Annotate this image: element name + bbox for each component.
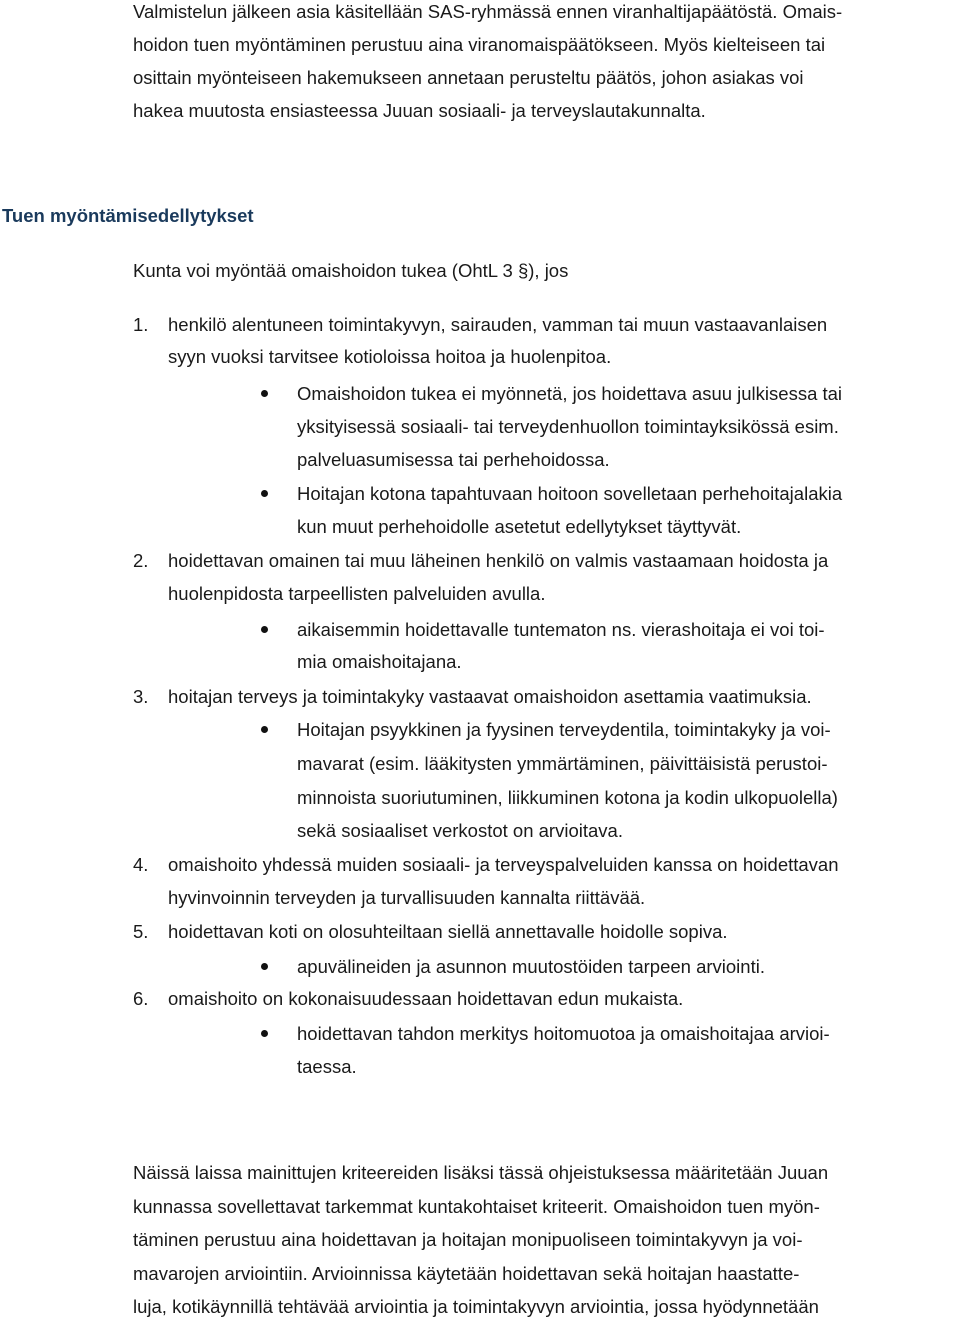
bullet-icon [261,490,268,497]
intro-line: Valmistelun jälkeen asia käsitellään SAS-ryhmässä ennen viranhaltijapäätöstä. Omais- [133,1,843,22]
intro-line: osittain myönteiseen hakemukseen annetaan perusteltu päätös, johon asiakas voi [133,67,804,88]
outro-line: Näissä laissa mainittujen kriteereiden lisäksi tässä ohjeistuksessa määritetään Juuan [133,1162,829,1183]
criterion-line: huolenpidosta tarpeellisten palveluiden avulla. [168,583,546,604]
outro-line: täminen perustuu aina hoidettavan ja hoitajan monipuoliseen toimintakyvyn ja voi- [133,1229,803,1250]
criterion-line: hoitajan terveys ja toimintakyky vastaavat omaishoidon asettamia vaatimuksia. [168,686,812,707]
criterion-number: 6. [133,988,149,1009]
criterion-number: 5. [133,921,149,942]
intro-line: hoidon tuen myöntäminen perustuu aina viranomaispäätökseen. Myös kielteiseen tai [133,34,826,55]
criterion-number: 2. [133,550,149,571]
criterion-line: henkilö alentuneen toimintakyvyn, sairauden, vamman tai muun vastaavanlaisen [168,314,828,335]
bullet-line: Omaishoidon tukea ei myönnetä, jos hoidettava asuu julkisessa tai [297,383,843,404]
intro-line: hakea muutosta ensiasteessa Juuan sosiaali- ja terveyslautakunnalta. [133,100,706,121]
bullet-line: mavarat (esim. lääkitysten ymmärtäminen, päivittäisistä perustoi- [297,753,828,774]
criterion-line: omaishoito yhdessä muiden sosiaali- ja terveyspalveluiden kanssa on hoidettavan [168,854,839,875]
section-lead: Kunta voi myöntää omaishoidon tukea (OhtL 3 §), jos [133,260,569,281]
criterion-number: 1. [133,314,149,335]
outro-line: mavarojen arviointiin. Arvioinnissa käytetään hoidettavan sekä hoitajan haastatte- [133,1263,800,1284]
bullet-line: Hoitajan psyykkinen ja fyysinen terveydentila, toimintakyky ja voi- [297,719,831,740]
criterion-line: hoidettavan koti on olosuhteiltaan siellä annettavalle hoidolle sopiva. [168,921,728,942]
bullet-icon [261,963,268,970]
bullet-line: kun muut perhehoidolle asetetut edellytykset täyttyvät. [297,516,742,537]
bullet-line: minnoista suoriutuminen, liikkuminen kotona ja kodin ulkopuolella) [297,787,838,808]
outro-line: kunnassa sovellettavat tarkemmat kuntakohtaiset kriteerit. Omaishoidon tuen myön- [133,1196,820,1217]
bullet-line: apuvälineiden ja asunnon muutostöiden tarpeen arviointi. [297,956,765,977]
criterion-number: 3. [133,686,149,707]
bullet-line: Hoitajan kotona tapahtuvaan hoitoon sovelletaan perhehoitajalakia [297,483,843,504]
bullet-line: mia omaishoitajana. [297,651,462,672]
criterion-line: syyn vuoksi tarvitsee kotioloissa hoitoa ja huolenpitoa. [168,346,612,367]
bullet-icon [261,390,268,397]
bullet-line: sekä sosiaaliset verkostot on arvioitava. [297,820,623,841]
outro-line: luja, kotikäynnillä tehtävää arviointia ja toimintakyvyn arviointia, jossa hyödynnetään [133,1296,819,1317]
bullet-icon [261,1030,268,1037]
section-heading: Tuen myöntämisedellytykset [2,205,254,226]
bullet-icon [261,626,268,633]
bullet-line: yksityisessä sosiaali- tai terveydenhuollon toimintayksikössä esim. [297,416,839,437]
bullet-line: hoidettavan tahdon merkitys hoitomuotoa ja omaishoitajaa arvioi- [297,1023,830,1044]
criterion-line: hoidettavan omainen tai muu läheinen henkilö on valmis vastaamaan hoidosta ja [168,550,829,571]
bullet-line: taessa. [297,1056,357,1077]
bullet-line: palveluasumisessa tai perhehoidossa. [297,449,610,470]
criterion-line: hyvinvoinnin terveyden ja turvallisuuden kannalta riittävää. [168,887,646,908]
bullet-icon [261,726,268,733]
bullet-line: aikaisemmin hoidettavalle tuntematon ns. vierashoitaja ei voi toi- [297,619,825,640]
criterion-line: omaishoito on kokonaisuudessaan hoidettavan edun mukaista. [168,988,684,1009]
criterion-number: 4. [133,854,149,875]
